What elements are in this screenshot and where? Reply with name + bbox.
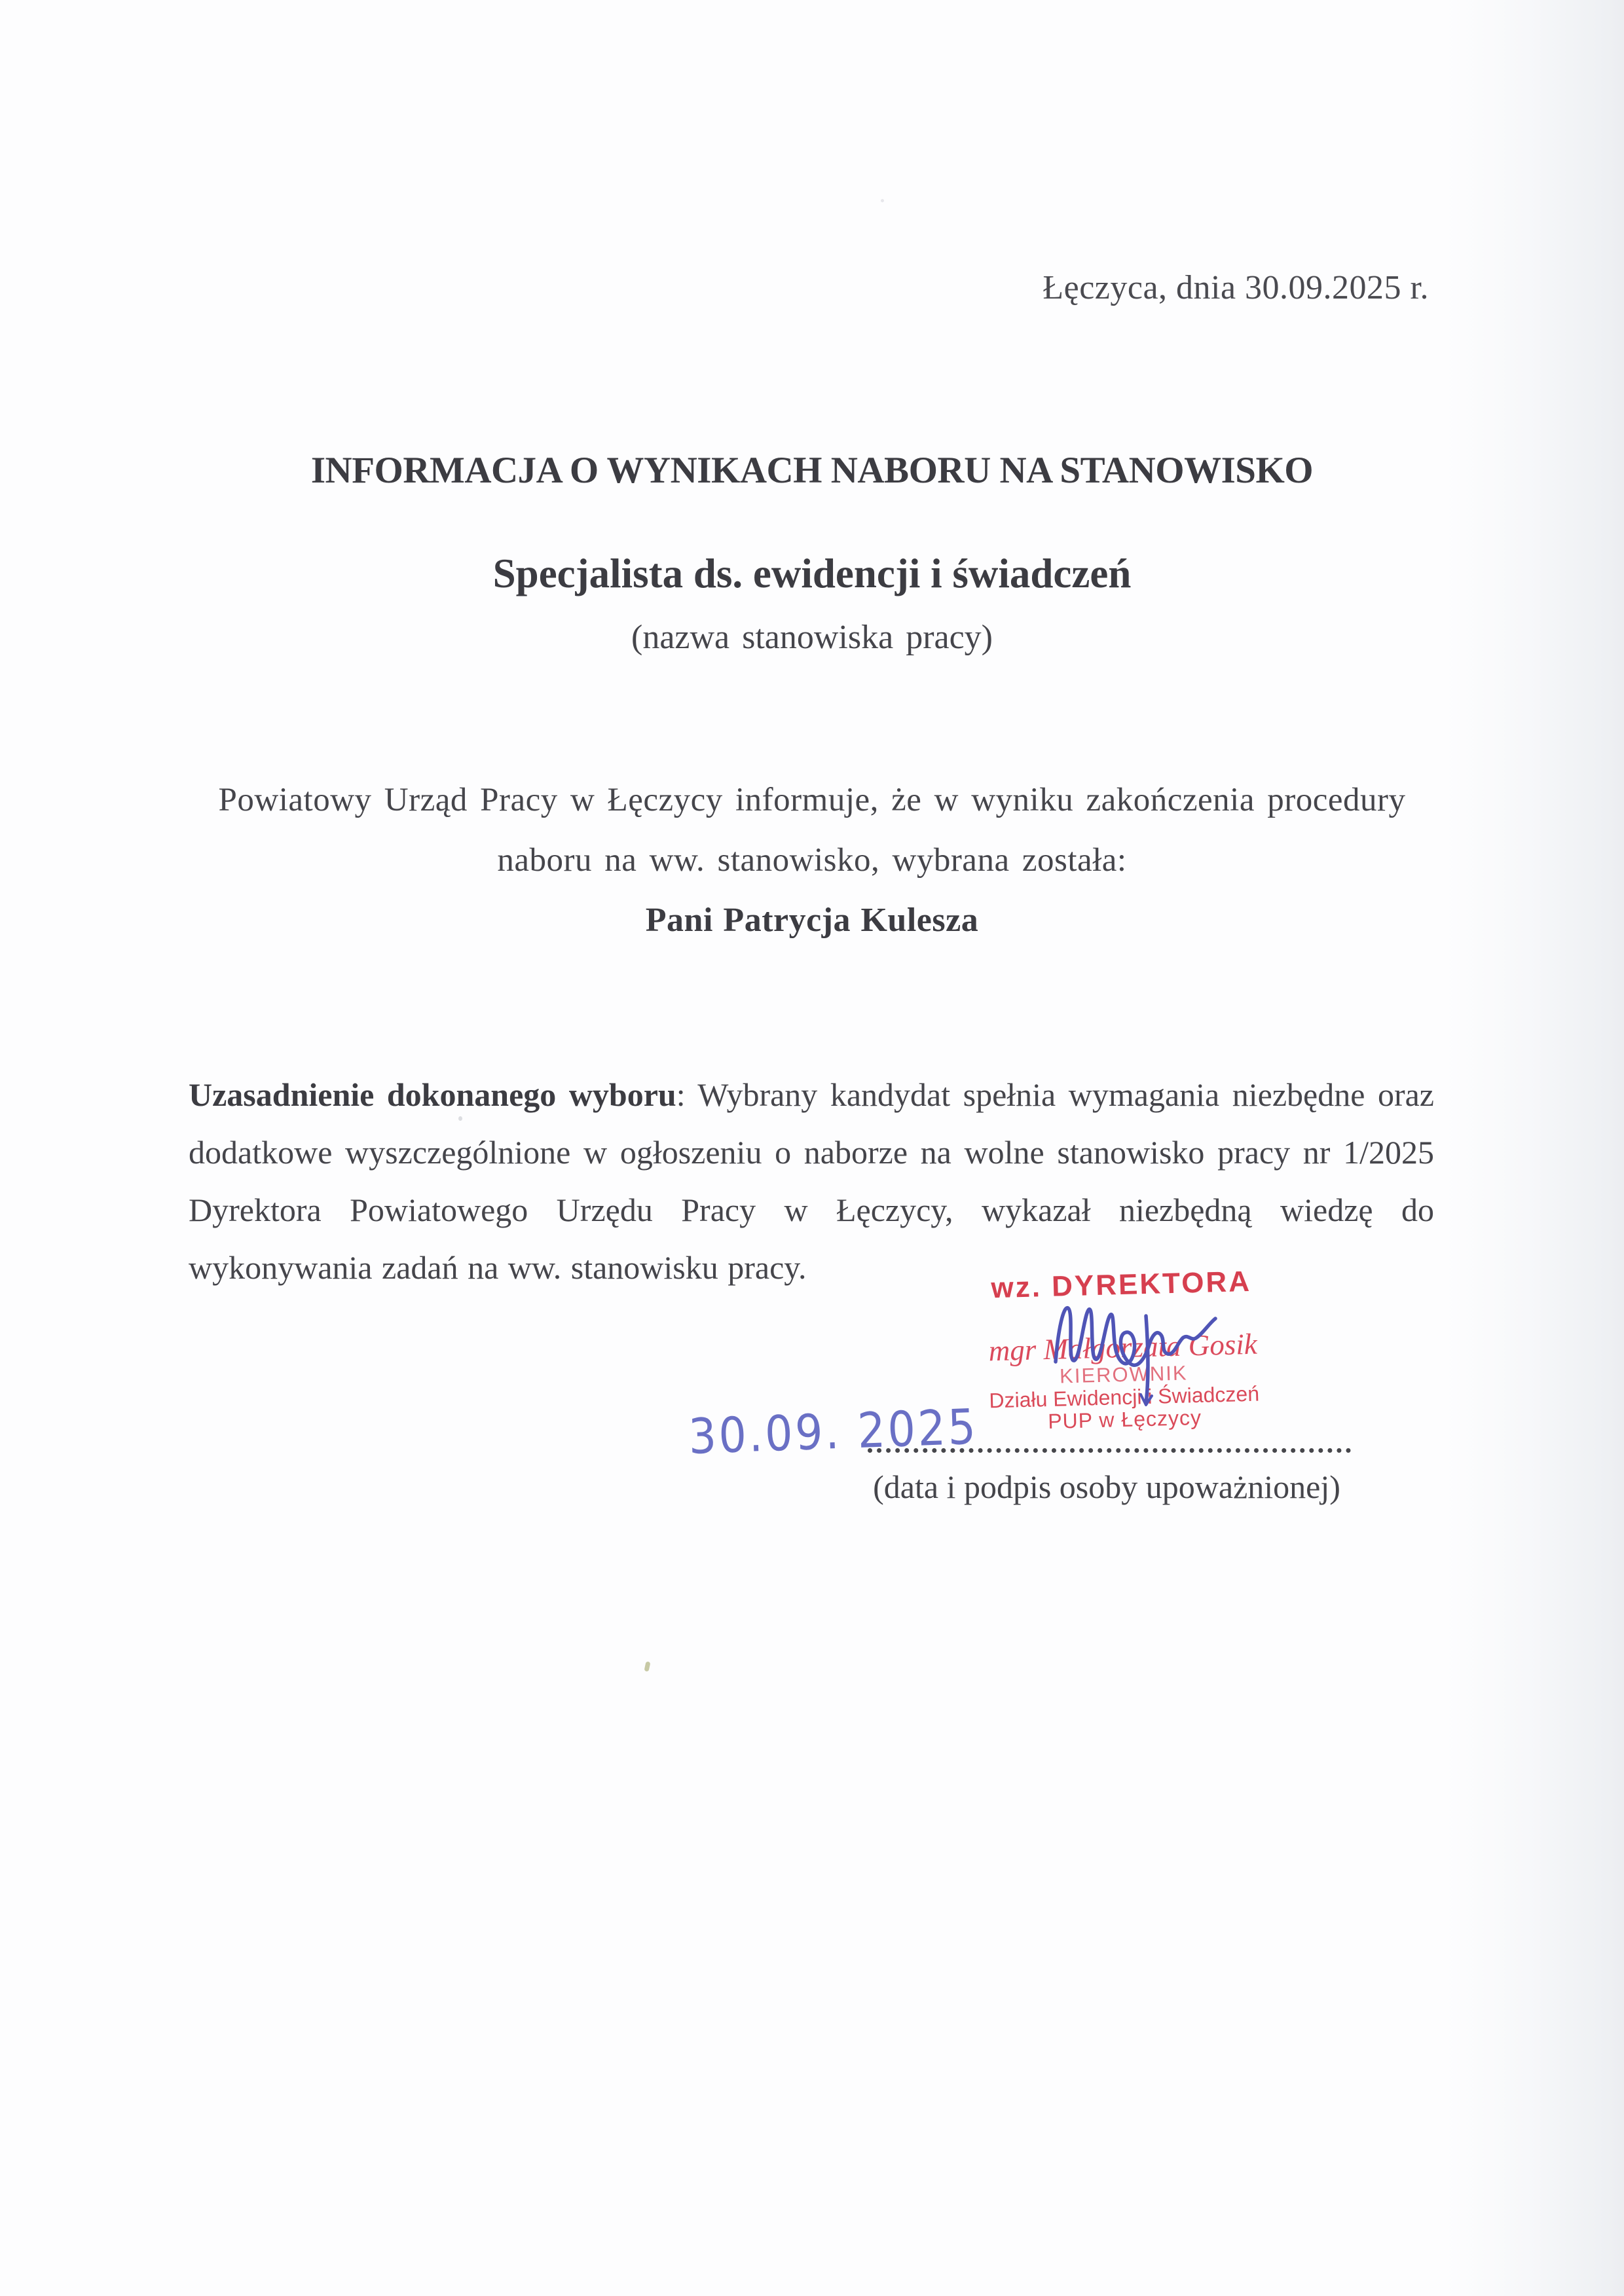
intro-paragraph	[0, 770, 1624, 951]
scan-speck	[881, 199, 884, 202]
stamp-line-office: PUP w Łęczycy	[1047, 1405, 1202, 1434]
stamp-line-wz-dyrektora: wz. DYREKTORA	[990, 1265, 1252, 1305]
handwritten-date: 30.09. 2025	[688, 1398, 979, 1465]
position-name-caption: (nazwa stanowiska pracy)	[631, 619, 993, 656]
document-title: INFORMACJA O WYNIKACH NABORU NA STANOWISKO	[310, 450, 1314, 491]
stamp-line-department: Działu Ewidencji i Świadczeń	[989, 1381, 1260, 1413]
justification-label: Uzasadnienie dokonanego wyboru	[189, 1076, 676, 1113]
selected-candidate-name: Pani Patrycja Kulesza	[645, 902, 979, 939]
place-and-date-line: Łęczyca, dnia 30.09.2025 r.	[1043, 269, 1429, 306]
scan-speck	[458, 1116, 462, 1121]
scan-speck	[644, 1661, 651, 1671]
handwritten-signature-scribble	[1046, 1279, 1243, 1410]
stamp-line-name: mgr Małgorzata Gosik	[988, 1327, 1258, 1368]
intro-line-1: Powiatowy Urząd Pracy w Łęczycy informuje, że w wyniku zakończenia procedury	[218, 782, 1406, 818]
justification-text: : Wybrany kandydat spełnia wymagania niezbędne oraz dodatkowe wyszczególnione w ogłoszeniu o naborze na wolne stanowisko pracy nr 1/2025 Dyrektora Powiatowego Urzędu Pracy w Łęczycy, wykazał niezbędną wiedzę do wykonywania zadań na ww. stanowisku pracy.	[189, 1076, 1434, 1286]
position-name: Specjalista ds. ewidencji i świadczeń	[492, 551, 1132, 596]
justification-paragraph	[189, 1066, 1434, 1296]
signature-line-caption: (data i podpis osoby upoważnionej)	[873, 1468, 1340, 1505]
intro-line-2: naboru na ww. stanowisko, wybrana została:	[497, 842, 1127, 879]
signature-dotted-line	[868, 1448, 1351, 1453]
stamp-line-kierownik: KIEROWNIK	[1059, 1361, 1188, 1388]
